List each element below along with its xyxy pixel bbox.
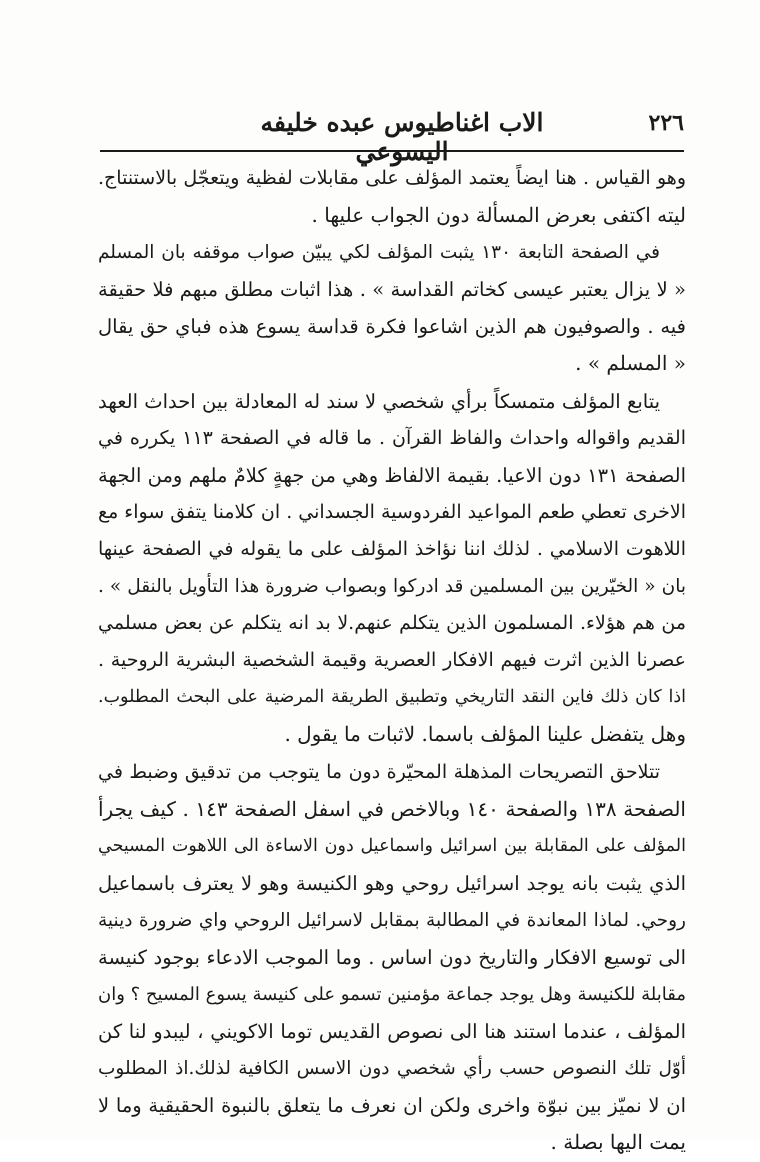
text-line: اللاهوت الاسلامي . لذلك اننا نؤاخذ المؤلف على ما يقوله في الصفحة عينها	[98, 537, 686, 560]
text-line: الذي يثبت بانه يوجد اسرائيل روحي وهو الكنيسة وهو لا يعترف باسماعيل	[98, 871, 686, 895]
text-line: تتلاحق التصريحات المذهلة المحيّرة دون ما يتوجب من تدقيق وضبط في	[98, 760, 660, 783]
text-line: الاخرى تعطي طعم المواعيد الفردوسية الجسداني . ان كلامنا يتفق سواء مع	[98, 500, 686, 523]
text-line: المؤلف على المقابلة بين اسرائيل واسماعيل دون الاساءة الى اللاهوت المسيحي	[98, 835, 686, 856]
text-line: وهو القياس . هنا ايضاً يعتمد المؤلف على مقابلات لفظية ويتعجّل بالاستنتاج.	[98, 167, 686, 189]
header-rule	[100, 150, 684, 152]
text-line: الصفحة ١٣١ دون الاعيا. بقيمة الالفاظ وهي من جهةٍ كلامٌ ملهم ومن الجهة	[98, 463, 686, 487]
text-line: « المسلم » .	[575, 351, 686, 376]
text-line: فيه . والصوفيون هم الذين اشاعوا فكرة قداسة يسوع هذه فباي حق يقال	[98, 315, 686, 339]
text-line: روحي. لماذا المعاندة في المطالبة بمقابل لاسرائيل الروحي واي ضرورة دينية	[98, 909, 686, 931]
page-number: ٢٢٦	[648, 110, 684, 136]
text-line: في الصفحة التابعة ١٣٠ يثبت المؤلف لكي يبيّن صواب موقفه بان المسلم	[98, 242, 661, 264]
text-line: المؤلف ، عندما استند هنا الى نصوص القديس توما الاكويني ، ليبدو لنا كن	[98, 1020, 686, 1044]
text-line: وهل يتفضل علينا المؤلف باسما. لاثبات ما يقول .	[284, 722, 686, 747]
running-title: الاب اغناطيوس عبده خليفه اليسوعي	[260, 108, 544, 166]
text-line: يتابع المؤلف متمسكاً برأي شخصي لا سند له المعادلة بين احداث العهد	[98, 389, 660, 413]
text-line: ليته اكتفى بعرض المسألة دون الجواب عليها .	[311, 203, 686, 228]
text-line: أوّل تلك النصوص حسب رأي شخصي دون الاسس الكافية لذلك.اذ المطلوب	[98, 1058, 686, 1080]
text-line: بان « الخيّرين بين المسلمين قد ادركوا وبصواب ضرورة هذا التأويل بالنقل » .	[98, 576, 686, 598]
text-line: ان لا نميّز بين نبوّة واخرى ولكن ان نعرف ما يتعلق بالنبوة الحقيقية وما لا	[98, 1094, 686, 1118]
text-line: القديم واقواله واحداث والفاظ القرآن . ما قاله في الصفحة ١١٣ يكرره في	[98, 426, 686, 449]
text-line: مقابلة للكنيسة وهل يوجد جماعة مؤمنين تسمو على كنيسة يسوع المسيح ؟ وان	[98, 984, 686, 1006]
text-line: الى توسيع الافكار والتاريخ دون اساس . وما الموجب الادعاء بوجود كنيسة	[98, 945, 686, 969]
text-line: « لا يزال يعتبر عيسى كخاتم القداسة » . هذا اثبات مطلق مبهم فلا حقيقة	[98, 278, 686, 302]
text-line: الصفحة ١٣٨ والصفحة ١٤٠ وبالاخص في اسفل الصفحة ١٤٣ . كيف يجرأ	[98, 796, 686, 821]
text-line: عصرنا الذين اثرت فيهم الافكار العصرية وقيمة الشخصية البشرية الروحية .	[98, 649, 686, 672]
text-line: من هم هؤلاء. المسلمون الذين يتكلم عنهم.لا بد انه يتكلم عن بعض مسلمي	[98, 612, 686, 635]
page-header	[100, 108, 684, 166]
text-line: اذا كان ذلك فاين النقد التاريخي وتطبيق الطريقة المرضية على البحث المطلوب.	[98, 687, 686, 708]
body-text	[98, 160, 686, 1162]
text-line: يمت اليها بصلة .	[550, 1130, 686, 1155]
